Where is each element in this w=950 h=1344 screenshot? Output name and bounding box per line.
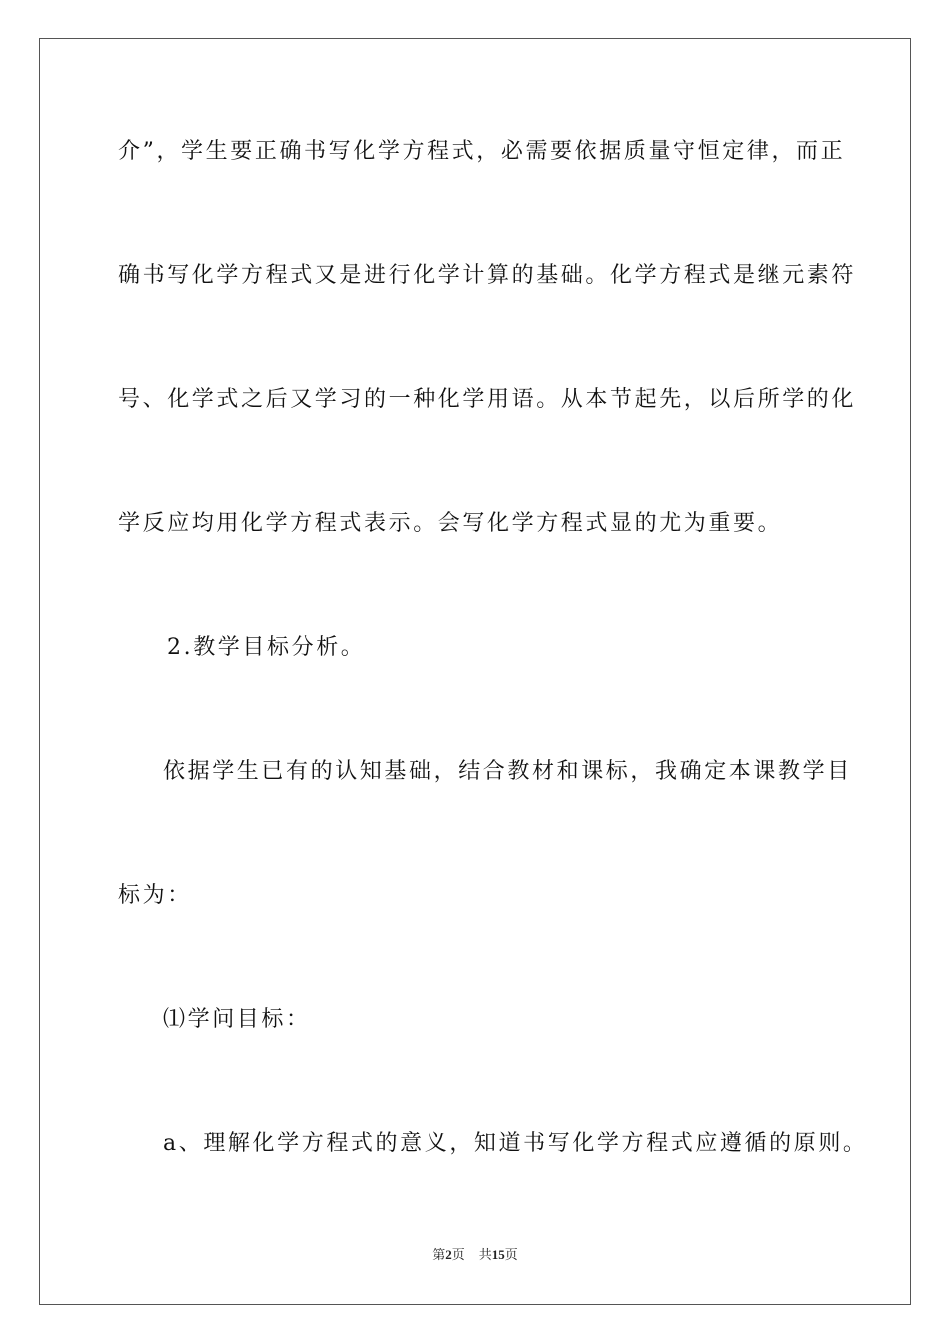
page-suffix: 页 — [451, 1247, 465, 1262]
total-suffix: 页 — [504, 1247, 518, 1262]
body-text-line: 学反应均用化学方程式表示。会写化学方程式显的尤为重要。 — [118, 511, 783, 536]
page-frame — [39, 38, 911, 1305]
body-text-line: 依据学生已有的认知基础，结合教材和课标，我确定本课教学目 — [163, 759, 852, 784]
subsection-heading: ⑴学问目标： — [163, 1007, 311, 1032]
page-footer — [0, 1246, 950, 1264]
body-text-line: 号、化学式之后又学习的一种化学用语。从本节起先，以后所学的化 — [118, 387, 857, 412]
list-item: a、理解化学方程式的意义，知道书写化学方程式应遵循的原则。 — [163, 1131, 868, 1156]
body-text-line: 确书写化学方程式又是进行化学计算的基础。化学方程式是继元素符 — [118, 263, 857, 288]
page-prefix: 第 — [432, 1247, 446, 1262]
total-pages: 15 — [491, 1247, 505, 1262]
total-prefix: 共 — [478, 1247, 492, 1262]
body-text-line: 标为： — [118, 883, 192, 908]
body-text-line: 介”，学生要正确书写化学方程式，必需要依据质量守恒定律，而正 — [118, 139, 846, 164]
section-heading: 2.教学目标分析。 — [167, 635, 366, 660]
page-number: 2 — [445, 1247, 452, 1262]
